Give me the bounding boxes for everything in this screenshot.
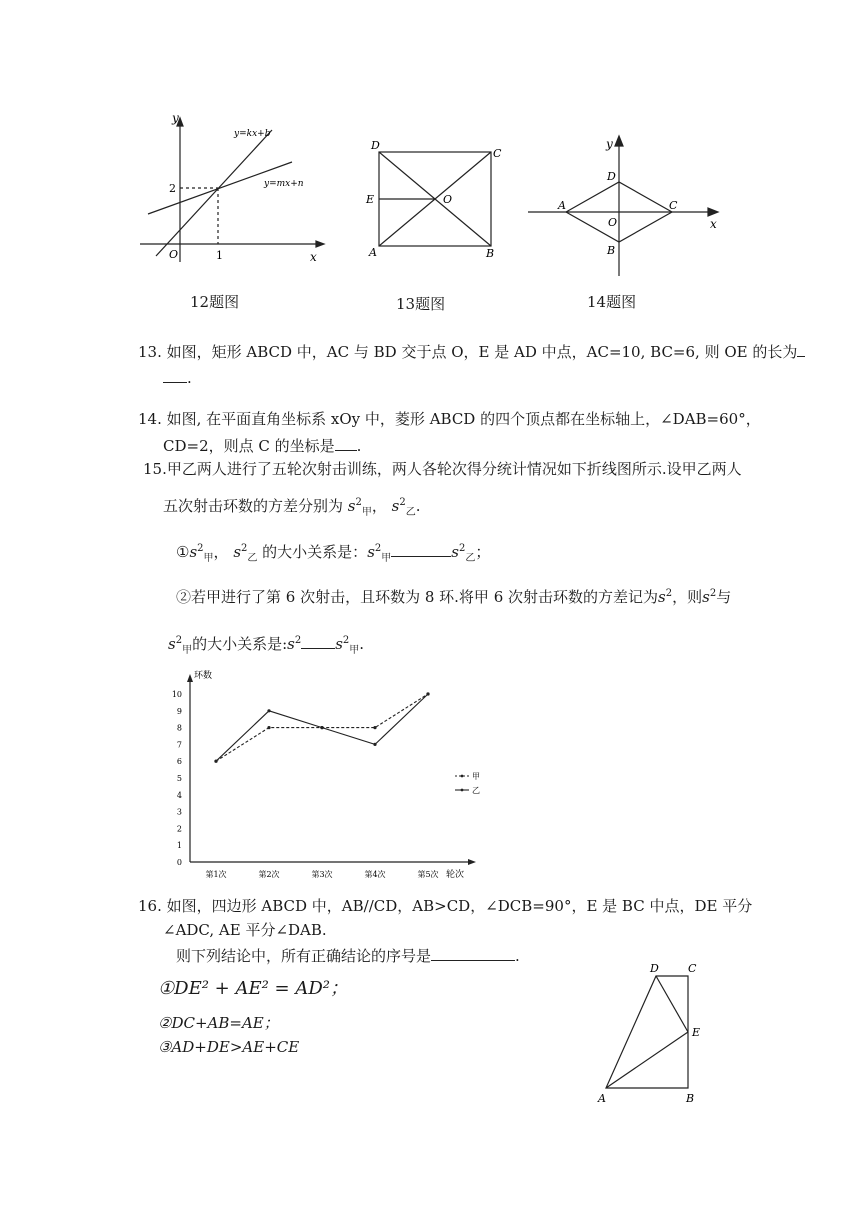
fig16-label-d: D	[650, 962, 659, 975]
fig13-caption: 13题图	[396, 295, 446, 313]
fig13-label-e: E	[366, 193, 375, 206]
fig14-label-a: A	[558, 199, 566, 212]
fig13-label-a: A	[369, 246, 377, 259]
chart-ytick-label: 3	[176, 807, 182, 817]
fig12-line2-label: y=mx+n	[264, 179, 304, 189]
q16-option-3: ③AD+DE>AE+CE	[158, 1038, 300, 1056]
q15-sub2-jia2: 甲	[349, 645, 360, 656]
chart-legend-label-2: 乙	[472, 786, 480, 795]
fig14-caption: 14题图	[587, 293, 637, 311]
chart-xtick-label: 第1次	[205, 870, 227, 879]
fig16-label-a: A	[598, 1092, 606, 1105]
q15-line-chart	[160, 664, 500, 884]
q15-sub1-text: 的大小关系是：	[262, 543, 368, 561]
q13-line1	[138, 340, 805, 363]
fig12-caption: 12题图	[190, 293, 240, 311]
q14-line2	[163, 434, 361, 457]
figure-13	[362, 134, 512, 264]
chart-ytick-label: 10	[171, 690, 182, 699]
chart-y-arrow	[187, 674, 193, 682]
q15-sub1: $①s^2_甲$， $s^2_乙$ 的大小关系是：$s^2_甲$ $s^2_乙$；	[176, 538, 490, 570]
chart-ytick-label: 4	[176, 790, 182, 800]
q16-line3-text: 则下列结论中，所有正确结论的序号是	[176, 947, 432, 965]
chart-point-s2-2	[267, 709, 270, 712]
chart-legend-marker-1	[461, 775, 464, 778]
q14-line2-end: .	[356, 437, 362, 455]
chart-ytick-label: 9	[176, 706, 182, 716]
q13-line2-end: .	[187, 369, 192, 387]
chart-xlabel: 轮次	[446, 870, 465, 880]
chart-point-s1-2	[267, 726, 270, 729]
q15-sub-jia: 甲	[361, 507, 372, 518]
q15-sub1-jia2: 甲	[381, 553, 392, 564]
fig14-y-arrow	[615, 136, 623, 146]
fig13-label-c: C	[493, 147, 502, 160]
fig13-label-d: D	[371, 139, 380, 152]
chart-xtick-label: 第3次	[311, 870, 333, 879]
chart-point-s2-4	[373, 743, 376, 746]
q14-line1: 14. 如图, 在平面直角坐标系 xOy 中，菱形 ABCD 的四个顶点都在坐标轴上，∠DAB=60°，	[138, 410, 761, 428]
fig12-x-arrow	[316, 241, 324, 247]
q15-line2: 五次射击环数的方差分别为 $s^2_甲$， $s^2_乙$.	[163, 497, 421, 518]
q15-sub2-end: 与	[716, 588, 732, 606]
fig14-label-c: C	[669, 199, 678, 212]
chart-point-s1-4	[373, 726, 376, 729]
fig16-label-c: C	[688, 962, 697, 975]
chart-ytick-label: 2	[176, 824, 182, 834]
fig12-label-origin: O	[168, 248, 178, 261]
chart-ytick-label: 8	[176, 723, 182, 733]
q13-text: 13. 如图，矩形 ABCD 中，AC 与 BD 交于点 O，E 是 AD 中点，AC=10, BC=6, 则 OE 的长为	[138, 343, 798, 361]
fig13-label-b: B	[486, 247, 495, 260]
chart-x-arrow	[468, 859, 476, 865]
q16-line3	[176, 944, 520, 967]
q16-line3-end: .	[515, 947, 520, 965]
chart-point-s2-1	[214, 760, 217, 763]
chart-xtick-label: 第5次	[417, 870, 439, 879]
q13-line2	[163, 366, 192, 389]
q13-answer-blank	[163, 366, 187, 383]
q15-sub1-yi2: 乙	[465, 553, 476, 564]
fig12-label-y: y	[172, 111, 179, 125]
q16-option-2: ②DC+AB=AE；	[158, 1014, 279, 1032]
q15-sub2: ②若甲进行了第 6 次射击，且环数为 8 环.将甲 6 次射击环数的方差记为$s^2$，则$s^2$与	[176, 588, 732, 606]
q15-line2-text: 五次射击环数的方差分别为	[163, 497, 344, 515]
chart-ytick-label: 0	[176, 858, 182, 867]
fig14-label-x: x	[710, 217, 717, 231]
fig16-seg-de	[656, 976, 688, 1032]
chart-legend-label-1: 甲	[472, 772, 480, 781]
fig14-label-y: y	[606, 137, 613, 151]
q15-sub2-line2-text: 的大小关系是:	[192, 635, 288, 653]
q15-sub1-blank	[391, 540, 451, 557]
figure-14	[524, 130, 724, 280]
q15-sub2-line2: $s^2_甲$的大小关系是$:s^2$ $s^2_甲$.	[168, 630, 364, 662]
chart-ylabel: 环数	[194, 671, 213, 681]
fig14-x-arrow	[708, 208, 718, 216]
fig12-tick-1: 1	[216, 249, 223, 262]
chart-ytick-label: 6	[176, 757, 182, 767]
q16-line1: 16. 如图，四边形 ABCD 中，AB//CD，AB>CD，∠DCB=90°，E 是 BC 中点，DE 平分	[138, 897, 753, 915]
fig13-label-o: O	[443, 193, 453, 206]
q15-sub1-yi: 乙	[247, 553, 258, 564]
fig12-label-x: x	[310, 250, 317, 264]
chart-xtick-label: 第4次	[364, 870, 386, 879]
fig12-tick-2: 2	[169, 182, 176, 195]
fig14-label-b: B	[607, 244, 616, 257]
fig16-label-b: B	[686, 1092, 695, 1105]
q15-sub1-mark: ①	[176, 543, 190, 561]
q15-sub2-text: ②若甲进行了第 6 次射击，且环数为 8 环.将甲 6 次射击环数的方差记为	[176, 588, 659, 606]
chart-point-s2-5	[426, 692, 429, 695]
chart-point-s2-3	[320, 726, 323, 729]
q16-line2: ∠ADC, AE 平分∠DAB.	[163, 921, 327, 939]
q15-sub2-mid: ，则	[672, 588, 703, 606]
q15-sub1-jia: 甲	[203, 553, 214, 564]
q15-sub-yi: 乙	[405, 507, 416, 518]
fig14-label-o: O	[608, 216, 618, 229]
chart-legend-marker-2	[461, 789, 464, 792]
fig14-label-d: D	[607, 170, 616, 183]
chart-ytick-label: 7	[176, 740, 182, 750]
q15-sub2-jia: 甲	[182, 645, 193, 656]
q13-answer-blank-a	[797, 340, 805, 357]
figure-16	[590, 960, 720, 1110]
fig12-line1-label: y=kx+b	[234, 129, 271, 139]
q16-option-1: ①DE² + AE² = AD²；	[158, 978, 348, 999]
q14-line2-text: CD=2，则点 C 的坐标是	[163, 437, 335, 455]
chart-xtick-label: 第2次	[258, 870, 280, 879]
chart-ytick-label: 5	[176, 774, 182, 783]
q14-answer-blank	[335, 434, 357, 451]
figure-12	[130, 108, 330, 268]
fig16-quadrilateral	[606, 976, 688, 1088]
fig16-label-e: E	[692, 1026, 701, 1039]
q15-sub2-blank	[301, 632, 335, 649]
q16-answer-blank	[431, 944, 515, 961]
q15-line1: 15.甲乙两人进行了五轮次射击训练，两人各轮次得分统计情况如下折线图所示.设甲乙两人	[143, 460, 742, 478]
chart-ytick-label: 1	[176, 841, 182, 851]
